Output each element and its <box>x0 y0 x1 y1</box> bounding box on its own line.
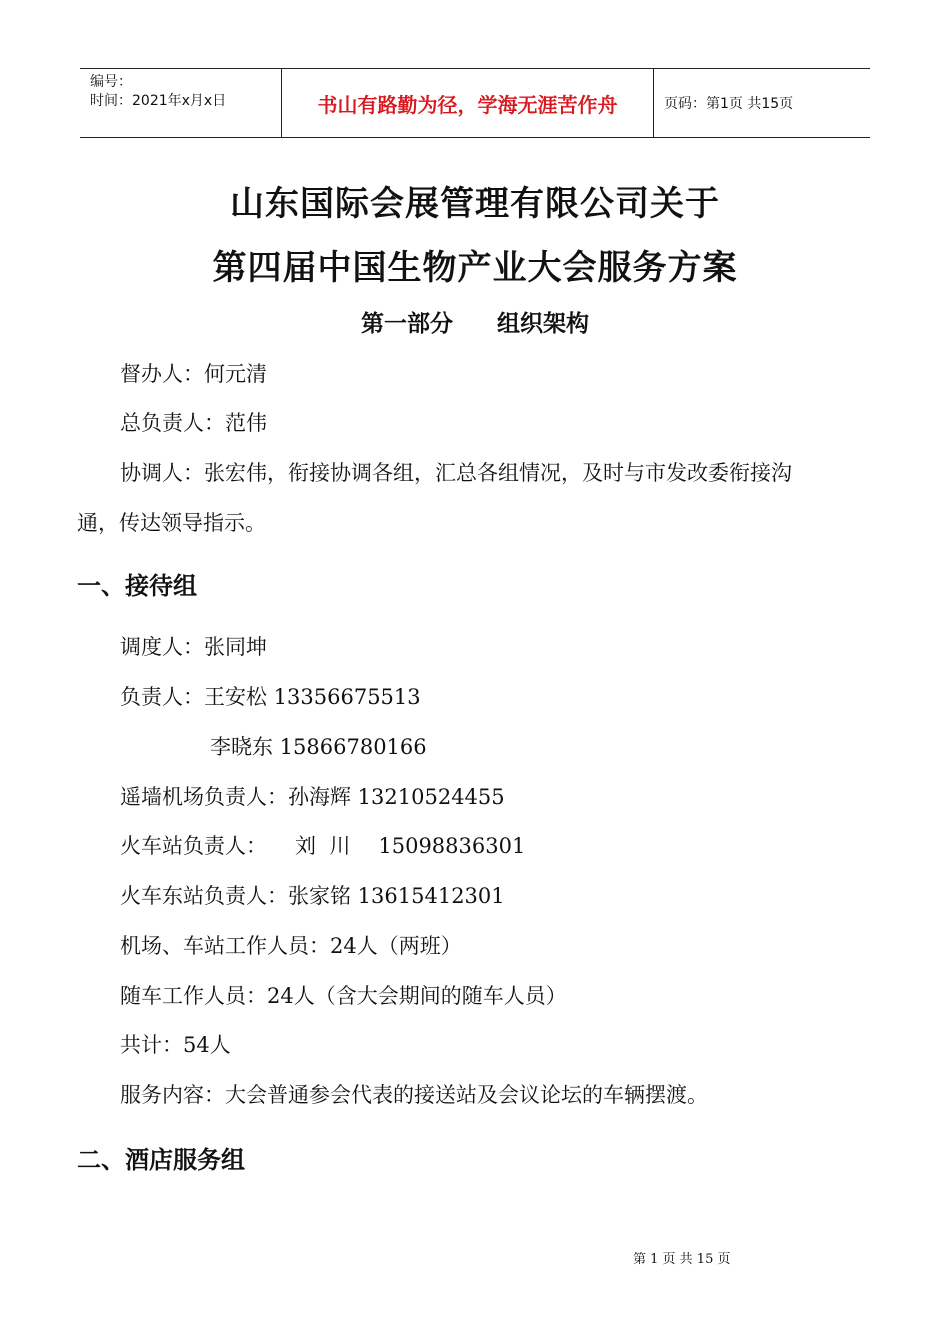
responsible-line-1: 负责人：王安松 13356675513 <box>120 685 421 709</box>
supervisor-line: 督办人：何元清 <box>120 362 267 386</box>
section-heading-reception: 一、接待组 <box>77 572 197 600</box>
time-label: 时间：2021年x月x日 <box>90 93 227 109</box>
station-line <box>120 830 525 860</box>
coordinator-line-continued: 通，传达领导指示。 <box>77 511 266 535</box>
station-name: 刘 川 <box>295 834 351 858</box>
header-page-info: 页码：第1页 共15页 <box>664 96 794 112</box>
responsible-line-2: 李晓东 15866780166 <box>210 735 427 759</box>
part-number: 第一部分 <box>361 311 453 337</box>
chief-line: 总负责人：范伟 <box>120 411 267 435</box>
coordinator-line: 协调人：张宏伟，衔接协调各组，汇总各组情况，及时与市发改委衔接沟 <box>120 461 792 485</box>
page-footer: 第 1 页 共 15 页 <box>633 1252 731 1267</box>
document-title-line1: 山东国际会展管理有限公司关于 <box>230 184 720 224</box>
document-title-line2: 第四届中国生物产业大会服务方案 <box>212 248 738 288</box>
station-phone: 15098836301 <box>378 834 526 858</box>
dispatcher-line: 调度人：张同坤 <box>120 635 267 659</box>
station-label: 火车站负责人： <box>120 834 267 858</box>
header-table <box>80 68 870 138</box>
part-heading <box>0 305 950 338</box>
airport-line: 遥墙机场负责人：孙海辉 13210524455 <box>120 785 505 809</box>
staff-line: 机场、车站工作人员：24人（两班） <box>120 934 462 958</box>
service-line: 服务内容：大会普通参会代表的接送站及会议论坛的车辆摆渡。 <box>120 1083 708 1107</box>
part-name: 组织架构 <box>497 311 589 337</box>
east-station-line: 火车东站负责人：张家铭 13615412301 <box>120 884 505 908</box>
header-meta <box>80 69 281 137</box>
total-line: 共计：54人 <box>120 1033 231 1057</box>
car-staff-line: 随车工作人员：24人（含大会期间的随车人员） <box>120 984 567 1008</box>
section-heading-hotel: 二、酒店服务组 <box>77 1146 245 1174</box>
number-label: 编号： <box>90 74 132 90</box>
header-motto: 书山有路勤为径，学海无涯苦作舟 <box>281 69 654 137</box>
